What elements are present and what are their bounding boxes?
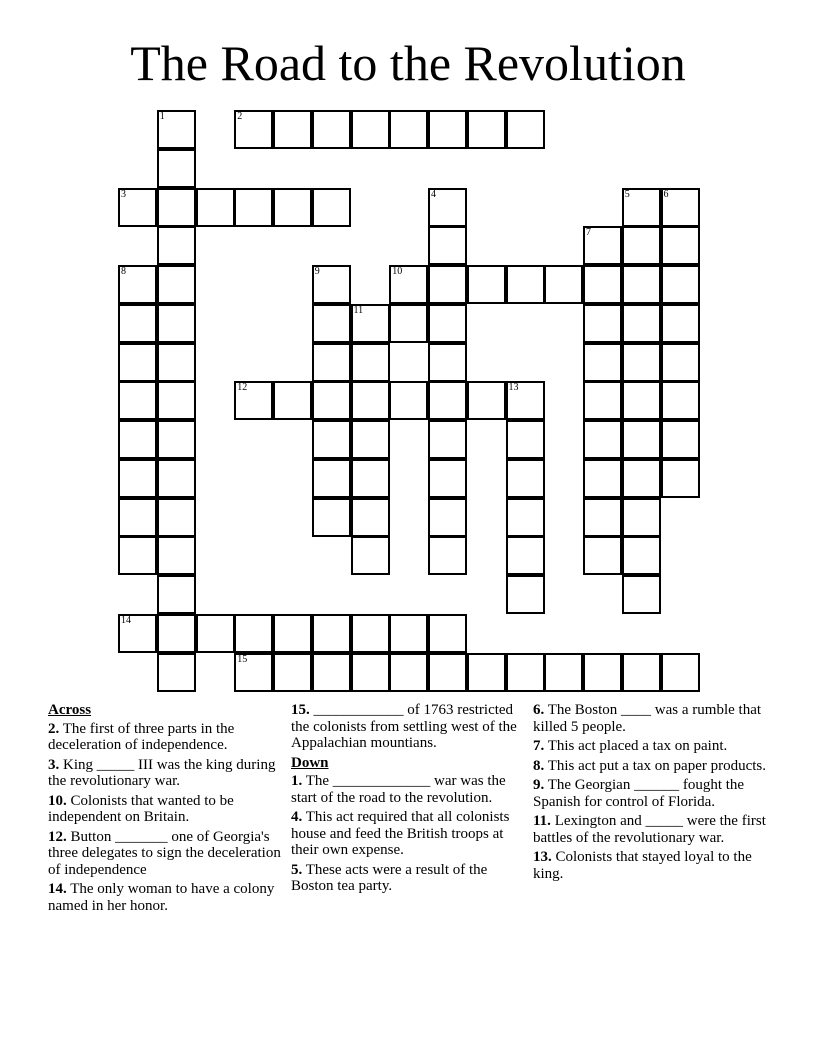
grid-cell[interactable] [157, 110, 196, 149]
clue-number: 15 [237, 653, 248, 665]
clues-column-2 [291, 702, 523, 898]
grid-cell[interactable] [661, 420, 700, 459]
grid-cell[interactable] [157, 304, 196, 343]
grid-cell[interactable] [157, 575, 196, 614]
grid-cell[interactable] [351, 420, 390, 459]
clue-number: 10. [48, 792, 67, 809]
clue-text: ____________ of 1763 restricted the colonists from settling west of the Appalachian mountians. [291, 702, 517, 751]
clue-item [291, 702, 523, 752]
grid-cell[interactable] [273, 110, 312, 149]
grid-cell[interactable] [622, 343, 661, 382]
clue-number: 15. [291, 702, 310, 718]
grid-cell[interactable] [312, 343, 351, 382]
grid-cell[interactable] [351, 536, 390, 575]
grid-cell[interactable] [157, 653, 196, 692]
grid-cell[interactable] [234, 614, 273, 653]
clue-text: The first of three parts in the deceleration of independence. [48, 720, 235, 753]
grid-cell[interactable] [622, 265, 661, 304]
grid-cell[interactable] [118, 614, 157, 653]
grid-cell[interactable] [351, 304, 390, 343]
grid-cell[interactable] [157, 226, 196, 265]
grid-cell[interactable] [661, 226, 700, 265]
grid-cell[interactable] [312, 304, 351, 343]
grid-cell[interactable] [312, 459, 351, 498]
grid-cell[interactable] [583, 420, 622, 459]
grid-cell[interactable] [467, 653, 506, 692]
grid-cell[interactable] [661, 188, 700, 227]
clue-item [48, 721, 288, 754]
clue-text: Colonists that wanted to be independent on Britain. [48, 792, 234, 825]
grid-cell[interactable] [583, 265, 622, 304]
clue-number: 9. [533, 777, 545, 793]
grid-cell[interactable] [661, 304, 700, 343]
grid-cell[interactable] [428, 304, 467, 343]
grid-cell[interactable] [622, 498, 661, 537]
grid-cell[interactable] [351, 498, 390, 537]
clue-item [291, 862, 523, 895]
grid-cell[interactable] [583, 226, 622, 265]
clue-text: This act placed a tax on paint. [544, 738, 728, 754]
grid-cell[interactable] [312, 188, 351, 227]
grid-cell[interactable] [312, 110, 351, 149]
grid-cell[interactable] [622, 459, 661, 498]
clue-number: 7. [533, 738, 545, 754]
grid-cell[interactable] [583, 304, 622, 343]
grid-cell[interactable] [312, 498, 351, 537]
down-heading: Down [291, 754, 329, 771]
grid-cell[interactable] [157, 149, 196, 188]
grid-cell[interactable] [428, 498, 467, 537]
clue-number: 4 [431, 188, 436, 200]
grid-cell[interactable] [428, 265, 467, 304]
grid-cell[interactable] [351, 614, 390, 653]
grid-cell[interactable] [661, 265, 700, 304]
page-title: The Road to the Revolution [130, 35, 686, 91]
clue-text: This act put a tax on paper products. [544, 757, 766, 774]
grid-cell[interactable] [428, 459, 467, 498]
clue-number: 6. [533, 702, 545, 718]
grid-cell[interactable] [622, 381, 661, 420]
grid-cell[interactable] [273, 614, 312, 653]
grid-cell[interactable] [157, 459, 196, 498]
grid-cell[interactable] [428, 110, 467, 149]
clues-column-1 [48, 702, 288, 917]
clue-number: 11. [533, 813, 551, 829]
grid-cell[interactable] [351, 381, 390, 420]
clue-text: The only woman to have a colony named in her honor. [48, 881, 275, 914]
grid-cell[interactable] [234, 381, 273, 420]
grid-cell[interactable] [118, 536, 157, 575]
clue-item [533, 849, 773, 882]
grid-cell[interactable] [351, 459, 390, 498]
clue-number: 2. [48, 720, 60, 737]
clue-number: 13. [533, 849, 552, 865]
grid-cell[interactable] [312, 420, 351, 459]
clue-item [48, 881, 288, 914]
grid-cell[interactable] [389, 110, 428, 149]
grid-cell[interactable] [389, 653, 428, 692]
grid-cell[interactable] [661, 343, 700, 382]
grid-cell[interactable] [506, 420, 545, 459]
clue-number: 11 [353, 304, 364, 316]
grid-cell[interactable] [351, 110, 390, 149]
clue-item [533, 758, 773, 775]
grid-cell[interactable] [273, 188, 312, 227]
across-clue-list-continued [291, 702, 523, 752]
grid-cell[interactable] [506, 381, 545, 420]
clue-item [533, 777, 773, 810]
clue-item [48, 757, 288, 790]
clue-text: The _____________ war was the start of the road to the revolution. [291, 773, 506, 806]
grid-cell[interactable] [118, 343, 157, 382]
grid-cell[interactable] [661, 653, 700, 692]
clue-text: These acts were a result of the Boston tea party. [291, 861, 488, 894]
grid-cell[interactable] [118, 498, 157, 537]
clue-number: 3. [48, 756, 60, 773]
grid-cell[interactable] [273, 381, 312, 420]
clue-number: 8 [121, 266, 126, 277]
grid-cell[interactable] [389, 381, 428, 420]
clue-item [533, 738, 773, 755]
grid-cell[interactable] [622, 226, 661, 265]
clue-number: 2 [237, 111, 243, 122]
grid-cell[interactable] [544, 265, 583, 304]
clue-number: 1. [291, 773, 303, 789]
clue-number: 7 [586, 227, 591, 239]
clue-text: Button _______ one of Georgia's three delegates to sign the deceleration of independence [48, 828, 281, 878]
clue-number: 13 [508, 382, 519, 394]
grid-cell[interactable] [583, 653, 622, 692]
clue-number: 5 [624, 188, 630, 200]
clue-item [533, 813, 773, 846]
grid-cell[interactable] [506, 459, 545, 498]
grid-cell[interactable] [157, 188, 196, 227]
clue-number: 4. [291, 809, 303, 825]
grid-cell[interactable] [196, 188, 235, 227]
clue-number: 12. [48, 828, 67, 845]
grid-cell[interactable] [583, 498, 622, 537]
grid-cell[interactable] [312, 653, 351, 692]
down-clue-list-continued [533, 702, 773, 882]
grid-cell[interactable] [622, 575, 661, 614]
across-heading: Across [48, 702, 92, 718]
grid-cell[interactable] [583, 459, 622, 498]
clue-number: 1 [159, 111, 165, 122]
clue-number: 3 [121, 188, 126, 200]
grid-cell[interactable] [428, 653, 467, 692]
clue-item [48, 829, 288, 879]
grid-cell[interactable] [351, 653, 390, 692]
grid-cell[interactable] [118, 420, 157, 459]
clue-number: 8. [533, 757, 545, 774]
grid-cell[interactable] [428, 420, 467, 459]
clue-text: King _____ III was the king during the revolutionary war. [48, 756, 276, 789]
clues-column-3 [533, 702, 773, 885]
grid-cell[interactable] [389, 265, 428, 304]
grid-cell[interactable] [544, 653, 583, 692]
clue-text: Colonists that stayed loyal to the king. [533, 849, 752, 882]
clue-item [48, 793, 288, 826]
grid-cell[interactable] [428, 614, 467, 653]
grid-cell[interactable] [157, 614, 196, 653]
grid-cell[interactable] [661, 381, 700, 420]
grid-cell[interactable] [622, 536, 661, 575]
grid-cell[interactable] [467, 265, 506, 304]
grid-cell[interactable] [467, 381, 506, 420]
grid-cell[interactable] [506, 265, 545, 304]
grid-cell[interactable] [389, 614, 428, 653]
clue-item [291, 809, 523, 859]
grid-cell[interactable] [118, 304, 157, 343]
grid-cell[interactable] [428, 188, 467, 227]
clue-text: This act required that all colonists house and feed the British troops at their own expense. [291, 809, 510, 858]
clue-text: The Boston ____ was a rumble that killed 5 people. [533, 702, 762, 735]
clue-number: 12 [237, 382, 248, 394]
grid-cell[interactable] [312, 614, 351, 653]
grid-cell[interactable] [506, 110, 545, 149]
clue-text: The Georgian ______ fought the Spanish for control of Florida. [533, 777, 745, 810]
grid-cell[interactable] [234, 188, 273, 227]
grid-cell[interactable] [389, 304, 428, 343]
clue-item [533, 702, 773, 735]
grid-cell[interactable] [583, 381, 622, 420]
grid-cell[interactable] [157, 265, 196, 304]
grid-cell[interactable] [622, 304, 661, 343]
grid-cell[interactable] [157, 343, 196, 382]
grid-cell[interactable] [467, 110, 506, 149]
grid-cell[interactable] [506, 653, 545, 692]
clue-text: Lexington and _____ were the first battles of the revolutionary war. [533, 813, 766, 846]
grid-cell[interactable] [196, 614, 235, 653]
grid-cell[interactable] [118, 188, 157, 227]
grid-cell[interactable] [428, 381, 467, 420]
across-clue-list [48, 721, 288, 915]
grid-cell[interactable] [428, 226, 467, 265]
clue-number: 6 [663, 188, 669, 200]
grid-cell[interactable] [157, 420, 196, 459]
grid-cell[interactable] [506, 575, 545, 614]
grid-cell[interactable] [234, 110, 273, 149]
grid-cell[interactable] [157, 498, 196, 537]
grid-cell[interactable] [622, 420, 661, 459]
grid-cell[interactable] [312, 265, 351, 304]
grid-cell[interactable] [157, 536, 196, 575]
clue-number: 5. [291, 861, 303, 878]
grid-cell[interactable] [506, 498, 545, 537]
grid-cell[interactable] [157, 381, 196, 420]
grid-cell[interactable] [273, 653, 312, 692]
grid-cell[interactable] [118, 381, 157, 420]
grid-cell[interactable] [118, 265, 157, 304]
grid-cell[interactable] [312, 381, 351, 420]
down-clue-list [291, 773, 523, 895]
clue-item [291, 773, 523, 806]
clue-number: 14. [48, 881, 67, 897]
grid-cell[interactable] [583, 343, 622, 382]
grid-cell[interactable] [234, 653, 273, 692]
grid-cell[interactable] [622, 653, 661, 692]
grid-cell[interactable] [583, 536, 622, 575]
grid-cell[interactable] [428, 343, 467, 382]
clue-number: 9 [314, 266, 320, 277]
grid-cell[interactable] [118, 459, 157, 498]
clue-number: 10 [392, 266, 403, 277]
grid-cell[interactable] [622, 188, 661, 227]
clue-number: 14 [121, 614, 131, 626]
grid-cell[interactable] [351, 343, 390, 382]
grid-cell[interactable] [661, 459, 700, 498]
grid-cell[interactable] [428, 536, 467, 575]
grid-cell[interactable] [506, 536, 545, 575]
